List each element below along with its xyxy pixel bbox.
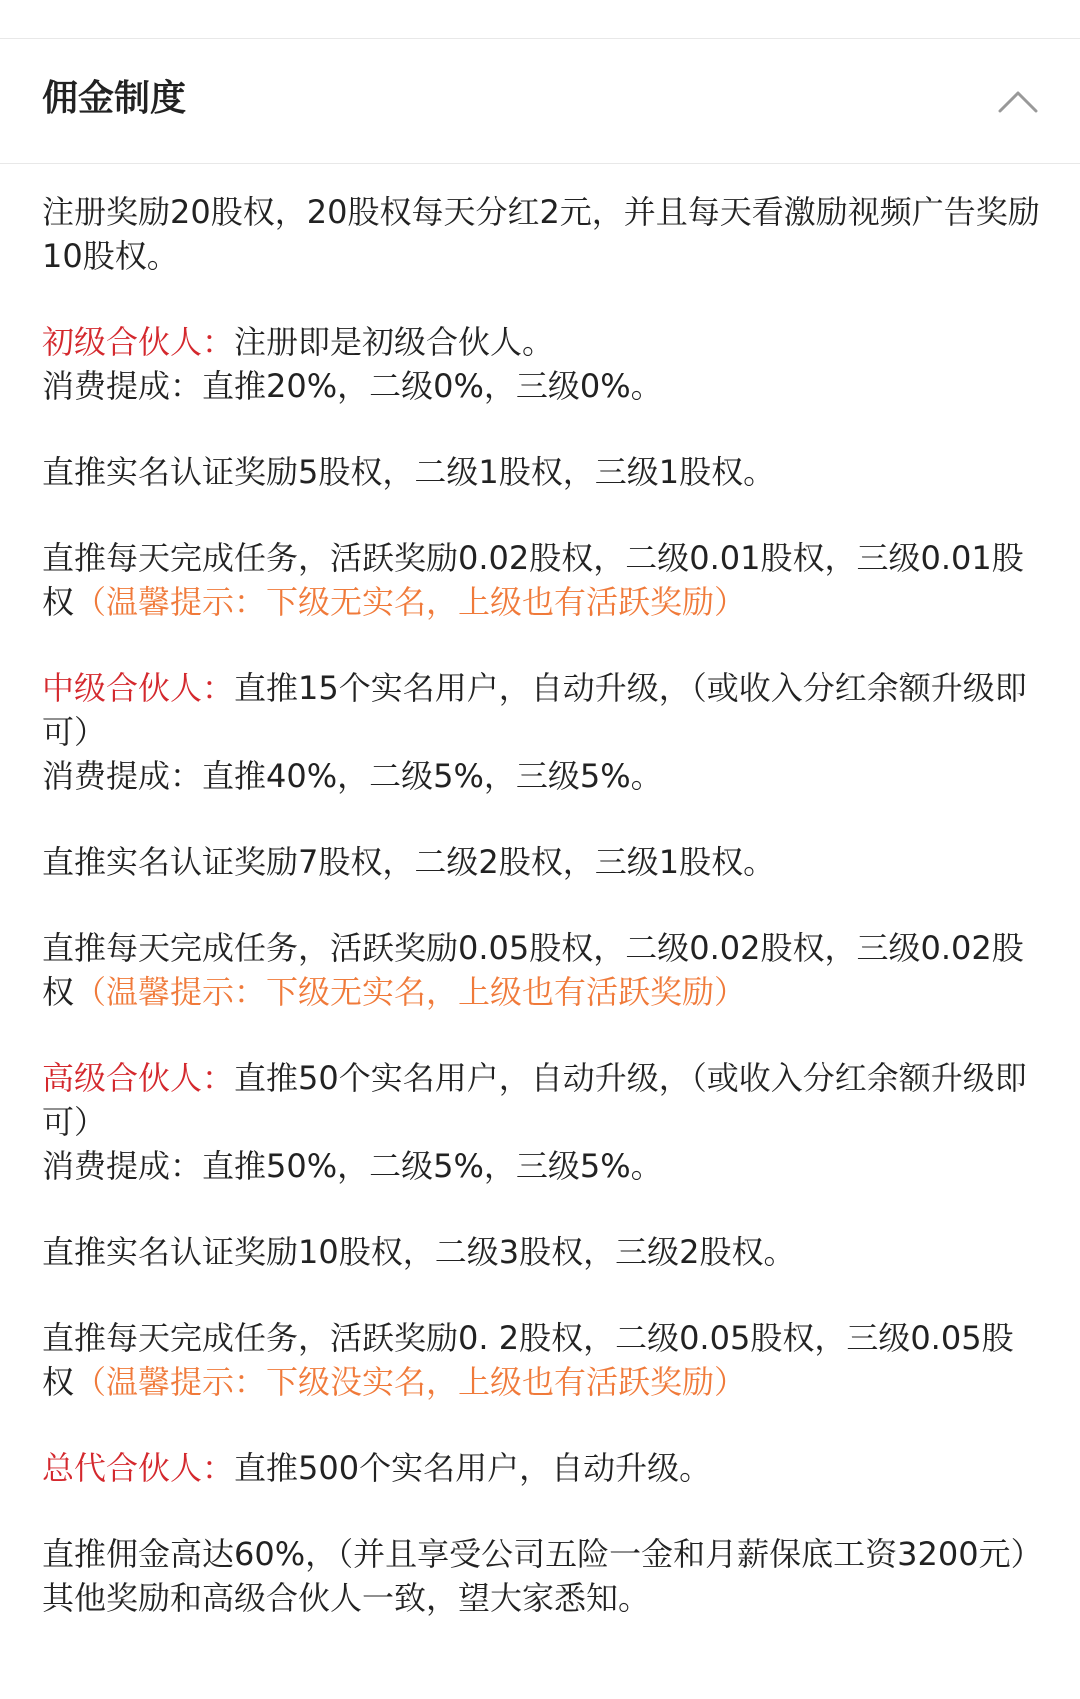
middle-tip: （温馨提示：下级无实名，上级也有活跃奖励） xyxy=(74,973,747,1011)
junior-partner-desc: 注册即是初级合伙人。 xyxy=(234,323,555,361)
commission-content xyxy=(42,190,1042,1662)
middle-partner-block xyxy=(42,666,1042,798)
middle-partner-label: 中级合伙人： xyxy=(42,669,235,707)
junior-partner-commission: 消费提成：直推20%，二级0%，三级0%。 xyxy=(42,367,663,405)
middle-verify-reward: 直推实名认证奖励7股权，二级2股权，三级1股权。 xyxy=(42,843,776,881)
general-partner-block xyxy=(42,1446,1042,1490)
junior-partner-block xyxy=(42,320,1042,408)
junior-active-block xyxy=(42,536,1042,624)
middle-active-block xyxy=(42,926,1042,1014)
section-header[interactable] xyxy=(0,39,1080,164)
senior-partner-commission: 消费提成：直推50%，二级5%，三级5%。 xyxy=(42,1147,663,1185)
senior-active-block xyxy=(42,1316,1042,1404)
senior-partner-block xyxy=(42,1056,1042,1188)
senior-verify-reward: 直推实名认证奖励10股权，二级3股权，三级2股权。 xyxy=(42,1233,796,1271)
middle-active-reward: 直推每天完成任务，活跃奖励0.05股权，二级0.02股权，三级0.02股权 xyxy=(42,929,1024,1011)
section-title: 佣金制度 xyxy=(42,78,187,119)
middle-partner-desc: 直推15个实名用户，自动升级，（或收入分红余额升级即可） xyxy=(42,669,1027,751)
chevron-up-icon[interactable] xyxy=(996,81,1040,121)
junior-active-reward: 直推每天完成任务，活跃奖励0.02股权，二级0.01股权，三级0.01股权 xyxy=(42,539,1024,621)
senior-partner-desc: 直推50个实名用户，自动升级，（或收入分红余额升级即可） xyxy=(42,1059,1027,1141)
closing-text: 直推佣金高达60%，（并且享受公司五险一金和月薪保底工资3200元）其他奖励和高级合伙人一致，望大家悉知。 xyxy=(42,1535,1027,1617)
top-strip xyxy=(0,0,1080,39)
junior-tip: （温馨提示：下级无实名，上级也有活跃奖励） xyxy=(74,583,747,621)
middle-partner-commission: 消费提成：直推40%，二级5%，三级5%。 xyxy=(42,757,663,795)
senior-partner-label: 高级合伙人： xyxy=(42,1059,235,1097)
general-partner-desc: 直推500个实名用户，自动升级。 xyxy=(234,1449,712,1487)
junior-partner-label: 初级合伙人： xyxy=(42,323,235,361)
senior-tip: （温馨提示：下级没实名，上级也有活跃奖励） xyxy=(74,1363,747,1401)
senior-active-reward: 直推每天完成任务，活跃奖励0. 2股权，二级0.05股权，三级0.05股权 xyxy=(42,1319,1014,1401)
intro-text: 注册奖励20股权，20股权每天分红2元，并且每天看激励视频广告奖励10股权。 xyxy=(42,193,1040,275)
general-partner-label: 总代合伙人： xyxy=(42,1449,235,1487)
junior-verify-reward: 直推实名认证奖励5股权，二级1股权，三级1股权。 xyxy=(42,453,776,491)
